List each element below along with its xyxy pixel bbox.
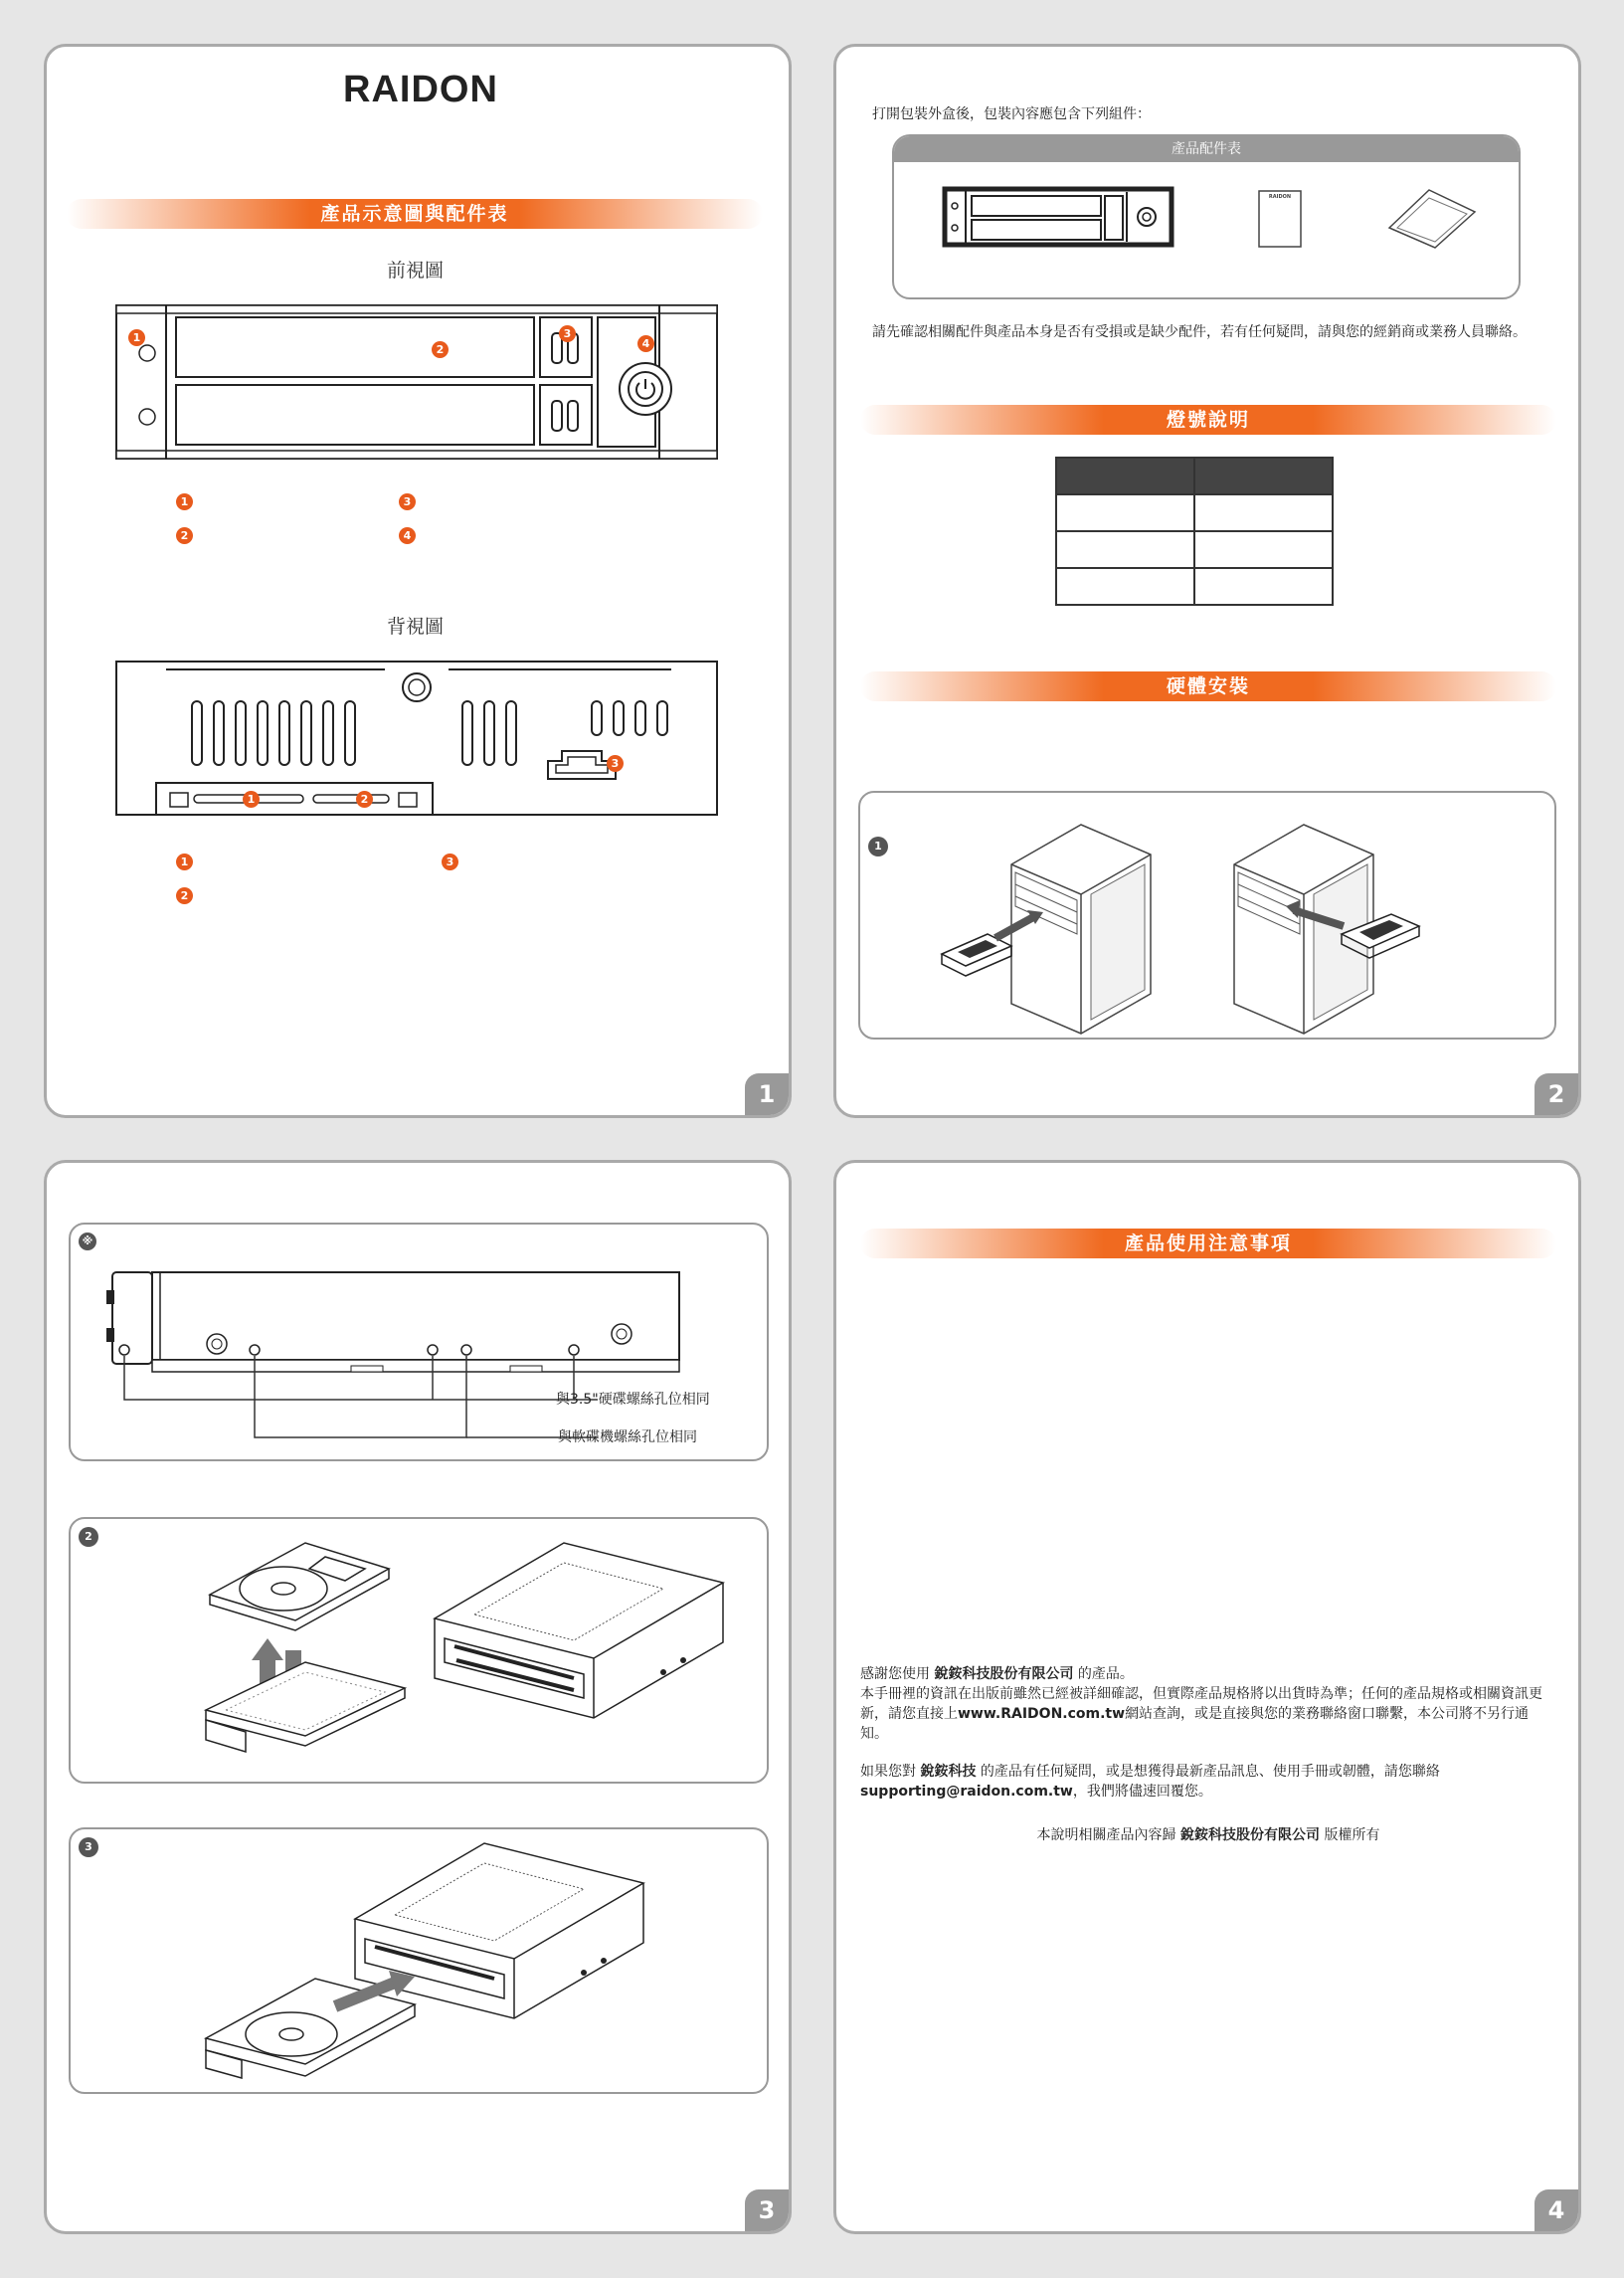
brand-name: 銳銨科技 [920, 1764, 977, 1780]
page-3 [44, 1160, 792, 2234]
install-step-3-badge: 3 [79, 1837, 98, 1857]
led-table-cell [1056, 568, 1194, 605]
note-icon: ※ [79, 1233, 96, 1250]
page-number-2: 2 [1534, 1073, 1578, 1115]
copyright-company: 銳銨科技股份有限公司 [1180, 1827, 1320, 1843]
section-banner-usage-notes: 產品使用注意事項 [860, 1229, 1556, 1258]
power-button-icon [618, 361, 673, 417]
update-text-end: 網站查詢，或是直接與您的業務聯絡窗口聯繫，本公司將不另行通知。 [860, 1706, 1530, 1742]
led-table-cell [1194, 531, 1333, 568]
check-note: 請先確認相關配件與產品本身是否有受損或是缺少配件，若有任何疑問，請與您的經銷商或業務人員聯絡。 [872, 324, 1527, 340]
install-step-1-badge: 1 [868, 837, 888, 856]
support-text: 如果您對 [860, 1764, 921, 1780]
accessory-header: 產品配件表 [894, 136, 1519, 162]
back-legend-2: 2 [176, 887, 193, 904]
company-name: 銳銨科技股份有限公司 [934, 1666, 1074, 1682]
back-legend-3: 3 [442, 854, 458, 870]
screw-bag-icon [1387, 188, 1477, 250]
thanks-line [860, 1664, 1556, 1684]
page-number-4: 4 [1534, 2189, 1578, 2231]
page-2 [833, 44, 1581, 1118]
front-callout-4: 4 [637, 335, 654, 352]
back-callout-2: 2 [356, 791, 373, 808]
update-text: 本手冊裡的資訊在出版前雖然已經被詳細確認，但實際產品規格將以出貨時為準；任何的產品規格或相關資訊更新，請您直接上 [860, 1686, 1542, 1722]
led-table-cell [1056, 531, 1194, 568]
page-4 [833, 1160, 1581, 2234]
front-legend-3: 3 [399, 493, 416, 510]
front-legend-2: 2 [176, 527, 193, 544]
front-callout-3: 3 [559, 325, 576, 342]
copyright-line [860, 1825, 1556, 1845]
pc-case-insert-illustration-1 [932, 815, 1171, 1024]
page-number-3: 3 [745, 2189, 789, 2231]
label-3-5-inch-screw-holes: 與3.5"硬碟螺絲孔位相同 [556, 1392, 710, 1408]
copyright-suffix: 版權所有 [1320, 1827, 1380, 1843]
support-text-end: ，我們將儘速回覆您。 [1072, 1784, 1212, 1800]
hdd-into-tray-illustration [206, 1539, 743, 1774]
led-table-header-1 [1056, 458, 1194, 494]
support-text-mid: 的產品有任何疑問，或是想獲得最新產品訊息、使用手冊或韌體，請您聯絡 [976, 1764, 1440, 1780]
raidon-logo: RAIDON [343, 69, 498, 110]
back-view-diagram [114, 660, 719, 819]
back-callout-3: 3 [607, 755, 624, 772]
install-step-2-badge: 2 [79, 1527, 98, 1547]
label-floppy-screw-holes: 與軟碟機螺絲孔位相同 [558, 1429, 697, 1445]
page-number-1: 1 [745, 1073, 789, 1115]
section-banner-product-diagram: 產品示意圖與配件表 [67, 199, 763, 229]
support-paragraph [860, 1762, 1556, 1802]
pc-case-insert-illustration-2 [1194, 815, 1453, 1024]
package-intro: 打開包裝外盒後，包裝內容應包含下列組件： [872, 106, 1151, 122]
section-banner-hardware-install: 硬體安裝 [860, 671, 1556, 701]
front-legend-4: 4 [399, 527, 416, 544]
thanks-suffix: 的產品。 [1073, 1666, 1134, 1682]
led-table-cell [1194, 494, 1333, 531]
tray-into-rack-illustration [206, 1839, 683, 2088]
update-paragraph [860, 1684, 1556, 1744]
manual-logo: RAIDON [1268, 194, 1292, 200]
side-view-diagram [112, 1270, 709, 1439]
back-legend-1: 1 [176, 854, 193, 870]
led-table-cell [1194, 568, 1333, 605]
led-table-header-2 [1194, 458, 1333, 494]
product-rack-icon [944, 188, 1173, 248]
led-table [1055, 457, 1334, 606]
led-table-cell [1056, 494, 1194, 531]
page-1 [44, 44, 792, 1118]
front-legend-1: 1 [176, 493, 193, 510]
usage-notes-body [860, 1664, 1556, 1845]
back-view-title: 背視圖 [387, 616, 445, 638]
back-callout-1: 1 [243, 791, 260, 808]
front-callout-2: 2 [432, 341, 449, 358]
front-callout-1: 1 [128, 329, 145, 346]
front-view-title: 前視圖 [387, 260, 445, 282]
website-link[interactable]: www.RAIDON.com.tw [958, 1706, 1126, 1722]
thanks-prefix: 感謝您使用 [860, 1666, 935, 1682]
copyright-prefix: 本說明相關產品內容歸 [1036, 1827, 1180, 1843]
section-banner-led: 燈號說明 [860, 405, 1556, 435]
support-email-link[interactable]: supporting@raidon.com.tw [860, 1784, 1073, 1800]
